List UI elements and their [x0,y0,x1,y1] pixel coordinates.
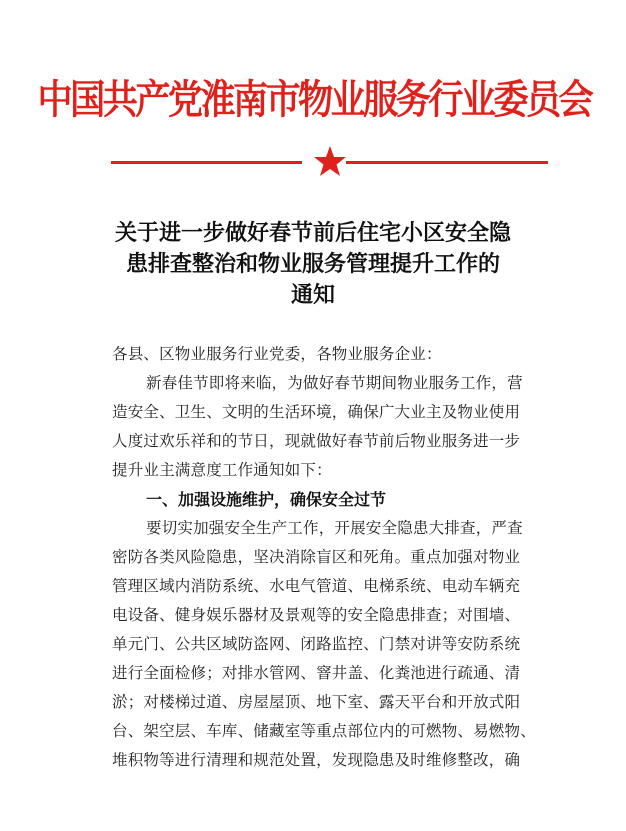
intro-line: 提升业主满意度工作通知如下： [112,461,332,479]
intro-line: 造安全、卫生、文明的生活环境，确保广大业主及物业使用 [112,403,521,421]
notice-title-line-2: 患排查整治和物业服务管理提升工作的 [125,251,500,277]
salutation: 各县、区物业服务行业党委，各物业服务企业： [112,345,442,363]
section-line: 电设备、健身娱乐器材及景观等的安全隐患排查；对围墙、 [112,606,521,624]
section-line: 要切实加强安全生产工作，开展安全隐患大排查，严查 [146,519,523,537]
red-star-icon [313,144,347,178]
header-rule-left [111,161,302,164]
section-line: 进行全面检修；对排水管网、窨井盖、化粪池进行疏通、清 [112,664,521,682]
notice-title-line-3: 通知 [290,282,335,308]
section-line: 密防各类风险隐患，坚决消除盲区和死角。重点加强对物业 [112,548,521,566]
section-heading: 一、加强设施维护，确保安全过节 [146,490,387,509]
section-line: 台、架空层、车库、储藏室等重点部位内的可燃物、易燃物、 [112,722,536,740]
section-line: 管理区域内消防系统、水电气管道、电梯系统、电动车辆充 [112,577,521,595]
intro-line: 新春佳节即将来临，为做好春节期间物业服务工作，营 [146,374,523,392]
notice-title-line-1: 关于进一步做好春节前后住宅小区安全隐 [114,220,511,246]
header-rule-right [346,161,548,164]
section-line: 单元门、公共区域防盗网、闭路监控、门禁对讲等安防系统 [112,635,521,653]
section-line: 堆积物等进行清理和规范处置，发现隐患及时维修整改，确 [112,751,521,769]
intro-line: 人度过欢乐祥和的节日，现就做好春节前后物业服务进一步 [112,432,521,450]
org-header-title: 中国共产党淮南市物业服务行业委员会 [37,76,592,123]
section-line: 淤；对楼梯过道、房屋屋顶、地下室、露天平台和开放式阳 [112,693,521,711]
